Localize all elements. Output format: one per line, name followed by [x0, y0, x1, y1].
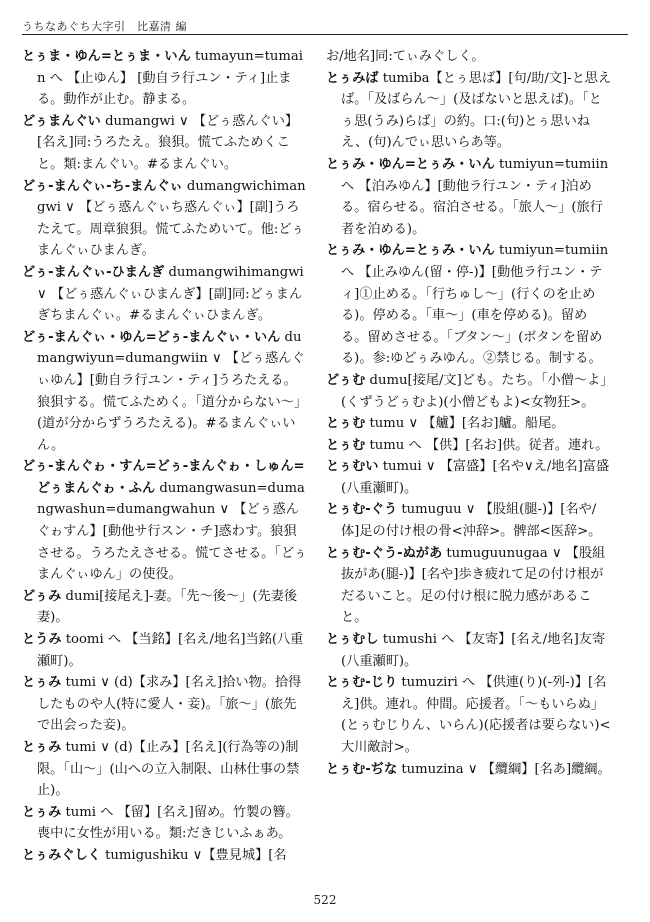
entry-headword: とぅむ-ぐう-ぬがあ [326, 545, 443, 561]
entry-headword: とぅむし [326, 632, 379, 648]
dictionary-entry [326, 672, 612, 758]
dictionary-entry [326, 413, 612, 435]
dictionary-entry [22, 845, 308, 867]
entry-body: tumuguunugaa ∨ 【股組抜があ(腿-)】[名や]歩き疲れて足の付け根がだるいこと。足の付け根に脱力感があること。 [341, 545, 606, 626]
dictionary-entry [326, 240, 612, 370]
dictionary-entry [22, 456, 308, 586]
entry-headword: とぅみ [22, 675, 62, 691]
dictionary-entry [22, 737, 308, 802]
dictionary-entry [326, 629, 612, 672]
entry-headword: とぅむい [326, 459, 379, 475]
entry-body: tumuzina ∨ 【纜綱】[名あ]纜綱。 [397, 761, 611, 777]
entry-headword: とぅみぐしく [22, 847, 101, 863]
entry-body: dumangwihimangwi ∨ 【どぅ惑んぐぃひまんぎ】[副]同:どぅまんぎちまんぐぃ。#るまんぐぃひまんぎ。 [37, 264, 304, 324]
dictionary-entry [326, 456, 612, 499]
entry-headword: とぅむ [326, 437, 366, 453]
header-rule [22, 34, 628, 35]
entry-headword: どぅみ [22, 588, 62, 604]
entry-headword: どぅ-まんぐぃ・ゆん=どぅ-まんぐぃ・いん [22, 329, 281, 345]
entry-body: dumu[接尾/文]ども。たち。「小僧〜よ」(くずうどぅむよ)(小僧どもよ)<女物狂>。 [341, 372, 607, 410]
page-number: 522 [313, 893, 337, 907]
entry-body: tumi ∨ (d)【求み】[名え]拾い物。拾得したものや人(特に愛人・妾)。「旅〜」(旅先で出会った妾)。 [37, 675, 302, 734]
entry-body: tumiyun=tumiin へ 【止みゆん(留・停-)】[動他ラ行ユン・ティ]①止める。「行ちゅし〜」(行くのを止める)。停める。「車〜」(車を停める)。留める。留めさせる。「ブタン〜」(ボタンを留める)。参:ゆどぅみゆん。②禁じる。制する。 [341, 243, 609, 367]
dictionary-entry [326, 543, 612, 629]
entry-body: dumangwi ∨ 【どぅ惑んぐい】[名え]同:うろたえ。狼狽。慌てふためくこと。類:まんぐい。#るまんぐい。 [37, 113, 299, 172]
entry-headword: とぅむ-ぢな [326, 761, 398, 777]
entry-headword: どぅ-まんぐゎ・すん=どぅ-まんぐゎ・しゅん=どぅまんぐゎ・ふん [22, 459, 305, 496]
entry-headword: とぅみば [326, 70, 379, 86]
entry-body: tumiba【とぅ思ば】[句/助/文]-と思えば。「及ばらん〜」(及ばないと思えば)。「とぅ思(うみ)らば」の約。口:(句)とぅ思いねえ、(句)んでぃ思いらあ等。 [341, 70, 612, 151]
entry-body: tumuziri へ 【供連(り)(-列-)】[名え]供。連れ。仲間。応援者。「〜もいらぬ」(とぅむじりん、いらん)(応援者は要らない)<大川敵討>。 [341, 675, 611, 755]
entry-headword: とぅむ-じり [326, 675, 398, 691]
entry-headword: とぅま・ゆん=とぅま・いん [22, 49, 191, 64]
entry-headword: とうみ [22, 632, 62, 648]
entry-body: tumushi へ 【友寄】[名え/地名]友寄(八重瀬町)。 [341, 632, 606, 669]
entry-headword: どぅ-まんぐぃ-ち-まんぐぃ [22, 178, 183, 194]
entry-body: tumui ∨ 【富盛】[名や∨え/地名]富盛(八重瀬町)。 [341, 459, 610, 496]
entry-headword: どぅむ [326, 372, 366, 388]
dictionary-entry [22, 672, 308, 737]
dictionary-entry [326, 759, 612, 781]
entry-body: tumi ∨ (d)【止み】[名え](行為等の)制限。「山〜」(山への立入制限、山林仕事の禁止)。 [37, 740, 300, 799]
dictionary-entry [326, 499, 612, 542]
entry-headword: どぅまんぐい [22, 113, 101, 129]
entry-body: お/地名]同:てぃみぐしく。 [326, 49, 485, 64]
entry-headword: とぅむ [326, 416, 366, 432]
dictionary-entry [22, 802, 308, 845]
entry-headword: とぅみ [22, 740, 62, 755]
entry-headword: とぅみ・ゆん=とぅみ・いん [326, 156, 495, 172]
dictionary-entry [326, 370, 612, 413]
left-column [22, 46, 308, 867]
dictionary-entry [22, 111, 308, 176]
entry-body: dumangwasun=dumangwashun=dumangwahun ∨ 【どぅ惑んぐゎすん】[動他サ行スン・チ]惑わす。狼狽させる。うろたえさせる。慌てさせる。「どぅまんぐぃゆん」の使役。 [37, 480, 308, 583]
dictionary-entry [22, 262, 308, 327]
entry-body: tumi へ 【留】[名え]留め。竹製の簪。喪中に女性が用いる。類:だきじいふぁあ。 [37, 804, 299, 842]
entry-headword: とぅみ・ゆん=とぅみ・いん [326, 243, 495, 259]
entry-body: tumuguu ∨ 【股組(腿-)】[名や/体]足の付け根の骨<沖辞>。髀部<医辞>。 [341, 502, 602, 540]
entry-headword: とぅむ-ぐう [326, 502, 398, 518]
dictionary-entry [326, 68, 612, 154]
dictionary-entry [22, 327, 308, 457]
entry-body: toomi へ 【当銘】[名え/地名]当銘(八重瀬町)。 [37, 632, 304, 669]
running-header: うちなあぐち大字引 比嘉清 編 [22, 20, 187, 33]
entry-body: tumu ∨ 【艫】[名お]艫。船尾。 [365, 416, 565, 432]
entry-body: dumi[接尾え]-妻。「先〜後〜」(先妻後妻)。 [37, 588, 298, 626]
entry-headword: どぅ-まんぐぃ-ひまんぎ [22, 264, 165, 280]
entry-body: dumangwichimangwi ∨ 【どぅ惑んぐぃち惑んぐぃ】[副]うろたえて。周章狼狽。慌てふためいて。他:どぅまんぐぃひまんぎ。 [37, 178, 306, 259]
entry-body: tumayun=tumain へ 【止ゆん】 [動自ラ行ユン・ティ]止まる。動作が止む。静まる。 [37, 49, 303, 108]
entry-body: tumigushiku ∨【豊見城】[名 [100, 847, 287, 863]
entry-headword: とぅみ [22, 804, 62, 820]
right-column [326, 46, 612, 780]
entry-body: tumiyun=tumiin へ 【泊みゆん】[動他ラ行ユン・ティ]泊める。宿らせる。宿泊させる。「旅人〜」(旅行者を泊める)。 [341, 156, 609, 237]
entry-body: dumangwiyun=dumangwiin ∨ 【どぅ惑んぐぃゆん】[動自ラ行ユン・ティ]うろたえる。狼狽する。慌てふためく。「道分からない〜」(道が分からずうろたえる)。#るまんぐぃいん。 [37, 329, 308, 453]
dictionary-entry [22, 629, 308, 672]
dictionary-entry [326, 46, 612, 68]
dictionary-entry [22, 586, 308, 629]
dictionary-entry [326, 154, 612, 240]
dictionary-entry [22, 46, 308, 111]
dictionary-entry [22, 176, 308, 262]
dictionary-entry [326, 435, 612, 457]
entry-body: tumu へ 【供】[名お]供。従者。連れ。 [365, 437, 609, 453]
